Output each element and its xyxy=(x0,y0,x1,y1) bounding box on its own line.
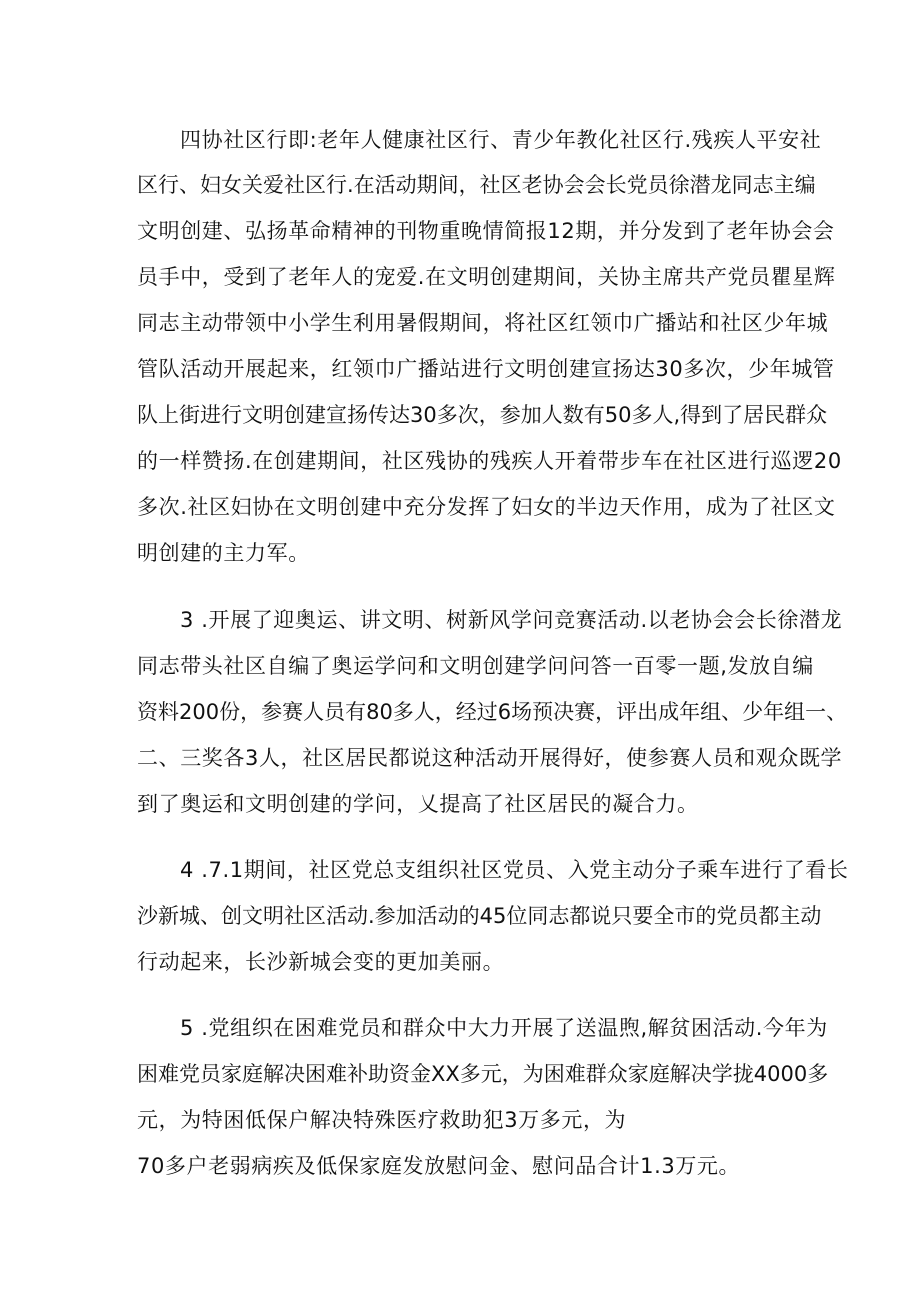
paragraph-line: 沙新城、创文明社区活动.参加活动的45位同志都说只要全市的党员都主动 xyxy=(137,904,822,928)
paragraph-line: 四协社区行即:老年人健康社区行、青少年教化社区行.残疾人平安社 xyxy=(180,128,822,152)
paragraph-line: 5 .党组织在困难党员和群众中大力开展了送温煦,解贫困活动.今年为 xyxy=(180,1016,828,1040)
paragraph-line: 明创建的主力军。 xyxy=(137,541,310,565)
paragraph-line: 元，为特困低保户解决特殊医疗救助犯3万多元，为 xyxy=(137,1108,627,1132)
paragraph-line: 多次.社区妇协在文明创建中充分发挥了妇女的半边天作用，成为了社区文 xyxy=(137,495,836,519)
paragraph-line: 的一样赞扬.在创建期间，社区残协的残疾人开着带步车在社区进行巡逻20 xyxy=(137,449,842,473)
paragraph-line: 同志主动带领中小学生利用暑假期间，将社区红领巾广播站和社区少年城 xyxy=(137,311,829,335)
paragraph-line: 资料200份，参赛人员有80多人，经过6场预决赛，评出成年组、少年组一、 xyxy=(137,700,848,724)
paragraph-line: 员手中，受到了老年人的宠爱.在文明创建期间，关协主席共产党员瞿星辉 xyxy=(137,265,836,289)
paragraph-line: 行动起来，长沙新城会变的更加美丽。 xyxy=(137,950,505,974)
paragraph-line: 困难党员家庭解决困难补助资金XX多元，为困难群众家庭解决学拢4000多 xyxy=(137,1062,829,1086)
paragraph-line: 同志带头社区自编了奥运学问和文明创建学问问答一百零一题,发放自编 xyxy=(137,654,814,678)
paragraph-line: 4 .7.1期间，社区党总支组织社区党员、入党主动分子乘车进行了看长 xyxy=(180,858,849,882)
paragraph-line: 文明创建、弘扬革命精神的刊物重晚情简报12期，并分发到了老年协会会 xyxy=(137,219,835,243)
paragraph-line: 二、三奖各3人，社区居民都说这种活动开展得好，使参赛人员和观众既学 xyxy=(137,746,843,770)
paragraph-line: 3 .开展了迎奥运、讲文明、树新风学问竞赛活动.以老协会会长徐潜龙 xyxy=(180,608,843,632)
paragraph-line: 区行、妇女关爱社区行.在活动期间，社区老协会会长党员徐潜龙同志主编 xyxy=(137,173,816,197)
paragraph-line: 70多户老弱病疾及低保家庭发放慰问金、慰问品合计1.3万元。 xyxy=(137,1154,741,1178)
paragraph-line: 到了奥运和文明创建的学问，乂提高了社区居民的凝合力。 xyxy=(137,792,699,816)
paragraph-line: 队上街进行文明创建宣扬传达30多次，参加人数有50多人,得到了居民群众 xyxy=(137,403,828,427)
paragraph-line: 管队活动开展起来，红领巾广播站进行文明创建宣扬达30多次，少年城管 xyxy=(137,357,835,381)
